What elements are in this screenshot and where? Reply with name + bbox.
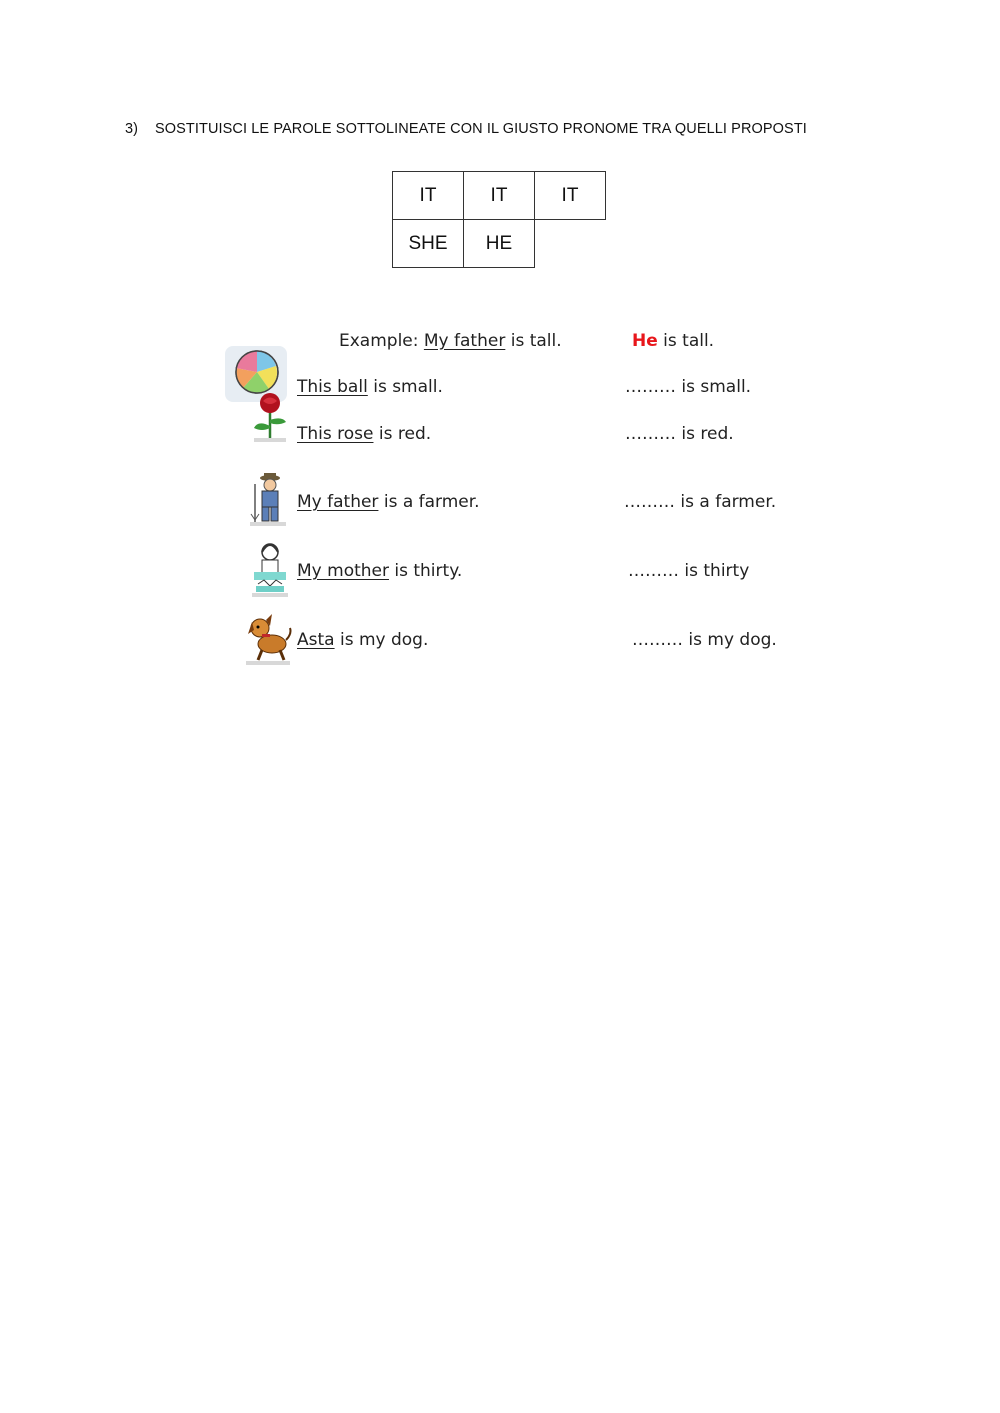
example-pronoun: He xyxy=(632,331,658,351)
pronoun-cell-empty xyxy=(535,220,606,268)
pronoun-cell: SHE xyxy=(393,220,464,268)
instruction-text: SOSTITUISCI LE PAROLE SOTTOLINEATE CON IL GIUSTO PRONOME TRA QUELLI PROPOSTI xyxy=(155,121,807,137)
underlined-words: Asta xyxy=(297,630,335,650)
answer-5: ……… is my dog. xyxy=(632,630,777,650)
answer-1: ……… is small. xyxy=(625,377,752,397)
pronoun-cell: HE xyxy=(464,220,535,268)
example-sentence: Example: My father is tall. xyxy=(339,331,562,351)
sentence-5: Asta is my dog. xyxy=(297,630,429,650)
dog-icon xyxy=(244,608,292,666)
pronoun-cell: IT xyxy=(535,172,606,220)
underlined-words: My father xyxy=(297,492,379,512)
sentence-4: My mother is thirty. xyxy=(297,561,463,581)
answer-2: ……… is red. xyxy=(625,424,734,444)
underlined-words: My mother xyxy=(297,561,389,581)
exercise-instruction xyxy=(125,121,807,137)
pronoun-cell: IT xyxy=(393,172,464,220)
sentence-2: This rose is red. xyxy=(297,424,432,444)
underlined-words: This rose xyxy=(297,424,374,444)
pronoun-box xyxy=(392,171,606,268)
sentence-3: My father is a farmer. xyxy=(297,492,480,512)
mother-icon xyxy=(250,540,290,598)
sentence-1: This ball is small. xyxy=(297,377,443,397)
rose-icon xyxy=(250,390,290,444)
example-answer: He is tall. xyxy=(632,331,715,351)
underlined-words: My father xyxy=(423,331,506,351)
pronoun-cell: IT xyxy=(464,172,535,220)
underlined-words: This ball xyxy=(297,377,368,397)
answer-3: ……… is a farmer. xyxy=(624,492,777,512)
farmer-icon xyxy=(248,470,288,528)
exercise-number: 3) xyxy=(125,121,139,137)
answer-4: ……… is thirty xyxy=(628,561,750,581)
